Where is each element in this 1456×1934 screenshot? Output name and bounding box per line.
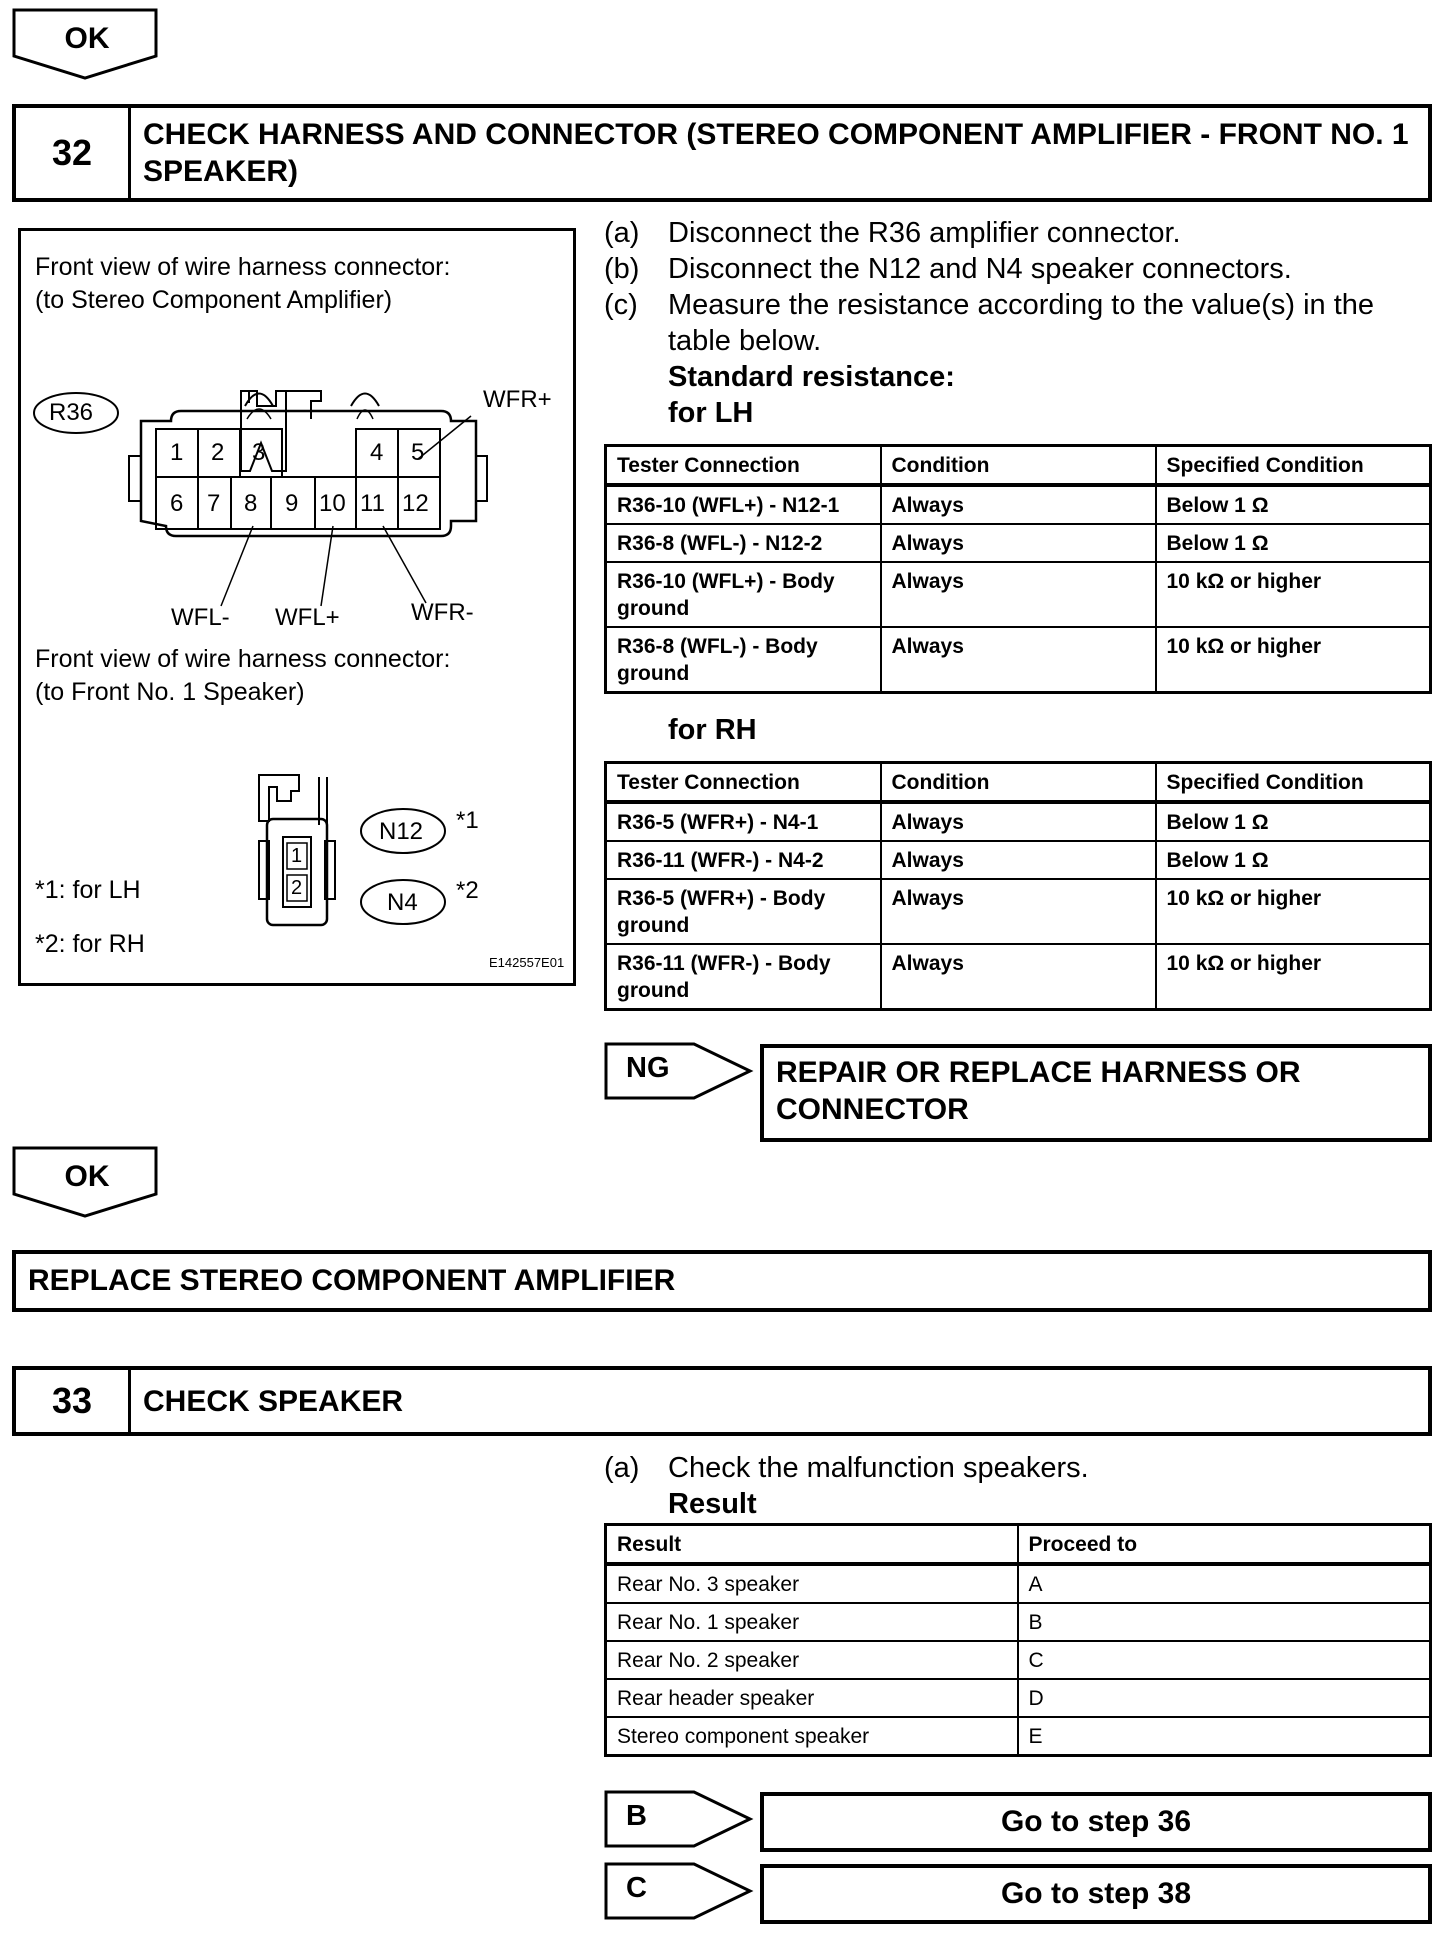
ng-action-box [760, 1044, 1432, 1142]
pin-label: 5 [411, 439, 425, 466]
table-cell: Always [881, 802, 1156, 841]
pin-label: 11 [360, 490, 385, 517]
for-rh-heading: for RH [668, 714, 757, 746]
table-cell: C [1018, 1641, 1431, 1679]
instruction-label: (b) [604, 253, 640, 285]
table-row [606, 1641, 1431, 1679]
table-header: Condition [881, 446, 1156, 486]
ng-action-text: REPAIR OR REPLACE HARNESS OR CONNECTOR [776, 1056, 1301, 1126]
pin-label: 10 [319, 490, 346, 517]
footnote-mark-1: *1 [456, 807, 479, 834]
table-cell: E [1018, 1717, 1431, 1756]
table-cell: B [1018, 1603, 1431, 1641]
instruction-text: Disconnect the R36 amplifier connector. [668, 217, 1181, 249]
speaker-result-table [604, 1523, 1432, 1757]
branch-c-action-box [760, 1864, 1432, 1924]
pin-label: 7 [207, 490, 221, 517]
table-row [606, 841, 1431, 879]
table-row [606, 1603, 1431, 1641]
instruction-label: (a) [604, 1452, 640, 1484]
instruction-text: Check the malfunction speakers. [668, 1452, 1089, 1484]
table-cell: D [1018, 1679, 1431, 1717]
table-cell: 10 kΩ or higher [1156, 879, 1431, 944]
table-header: Proceed to [1018, 1525, 1431, 1565]
table-row [606, 944, 1431, 1010]
table-row [606, 562, 1431, 627]
table-cell: Always [881, 627, 1156, 693]
footnote-mark-2: *2 [456, 877, 479, 904]
wire-label-wfr-plus: WFR+ [483, 386, 552, 413]
caption-line: (to Stereo Component Amplifier) [35, 286, 393, 314]
table-cell: R36-5 (WFR+) - Body ground [606, 879, 881, 944]
table-cell: 10 kΩ or higher [1156, 562, 1431, 627]
footnote-lh: *1: for LH [35, 876, 141, 904]
table-row [606, 524, 1431, 562]
table-cell: Always [881, 485, 1156, 524]
pin-label: 4 [370, 439, 384, 466]
standard-resistance-heading: Standard resistance: [668, 361, 955, 393]
instruction-label: (c) [604, 289, 638, 321]
connector-figure [18, 228, 576, 986]
ok-tag-top [12, 8, 162, 80]
rh-resistance-table [604, 761, 1432, 1011]
wfl-plus-leader [321, 526, 333, 606]
connector-label-n4: N4 [387, 889, 418, 916]
table-row [606, 1564, 1431, 1603]
ng-label: NG [626, 1052, 670, 1084]
pin-label: 1 [170, 439, 184, 466]
table-cell: Rear header speaker [606, 1679, 1018, 1717]
branch-action-text: Go to step 36 [1000, 1805, 1192, 1838]
replace-amplifier-box [12, 1250, 1432, 1312]
step-title: CHECK HARNESS AND CONNECTOR (STEREO COMPONENT AMPLIFIER - FRONT NO. 1 SPEAKER) [143, 118, 1409, 188]
table-cell: 10 kΩ or higher [1156, 944, 1431, 1010]
wfr-minus-leader [383, 526, 426, 603]
step-title: CHECK SPEAKER [143, 1384, 404, 1418]
footnote-rh: *2: for RH [35, 930, 145, 958]
branch-action-text: Go to step 38 [1000, 1877, 1192, 1910]
speaker-pin-label: 1 [291, 845, 303, 867]
table-cell: Always [881, 841, 1156, 879]
table-cell: R36-8 (WFL-) - N12-2 [606, 524, 881, 562]
step-33-instructions [604, 1450, 1428, 1486]
step-32-instructions [604, 215, 1428, 359]
wfl-minus-leader [221, 526, 253, 606]
table-cell: R36-11 (WFR-) - Body ground [606, 944, 881, 1010]
table-header: Condition [881, 763, 1156, 803]
instruction-text: Measure the resistance according to the value(s) in the table below. [668, 289, 1375, 357]
step-number: 32 [16, 108, 131, 198]
table-header: Result [606, 1525, 1018, 1565]
table-cell: Always [881, 524, 1156, 562]
connector-label-r36: R36 [49, 399, 94, 426]
table-cell: R36-10 (WFL+) - N12-1 [606, 485, 881, 524]
table-cell: Rear No. 1 speaker [606, 1603, 1018, 1641]
ok-tag-middle [12, 1146, 162, 1218]
table-cell: Always [881, 879, 1156, 944]
table-header: Specified Condition [1156, 446, 1431, 486]
table-row [606, 1679, 1431, 1717]
branch-b-tag [604, 1790, 754, 1850]
instruction-row [604, 215, 1428, 251]
instruction-row [604, 287, 1428, 359]
table-cell: R36-8 (WFL-) - Body ground [606, 627, 881, 693]
connector-label-n12: N12 [379, 818, 424, 845]
table-cell: Always [881, 562, 1156, 627]
table-cell: Below 1 Ω [1156, 802, 1431, 841]
table-cell: Rear No. 2 speaker [606, 1641, 1018, 1679]
table-cell: R36-10 (WFL+) - Body ground [606, 562, 881, 627]
table-cell: Below 1 Ω [1156, 485, 1431, 524]
instruction-label: (a) [604, 217, 640, 249]
step-number: 33 [16, 1370, 131, 1432]
step-33-header [12, 1366, 1432, 1436]
table-header: Specified Condition [1156, 763, 1431, 803]
table-header-row [606, 1525, 1431, 1565]
table-cell: Always [881, 944, 1156, 1010]
speaker-pin-label: 2 [291, 877, 303, 899]
branch-label: B [626, 1800, 647, 1832]
wfr-plus-leader [418, 416, 471, 459]
pin-label: 2 [211, 439, 225, 466]
pin-label: 8 [244, 490, 258, 517]
instruction-row [604, 251, 1428, 287]
instruction-text: Disconnect the N12 and N4 speaker connectors. [668, 253, 1292, 285]
result-heading: Result [668, 1488, 757, 1520]
table-header: Tester Connection [606, 763, 881, 803]
branch-c-tag [604, 1862, 754, 1922]
for-lh-heading: for LH [668, 397, 754, 429]
pin-label: 9 [285, 490, 299, 517]
pin-label: 3 [252, 439, 266, 466]
table-header-row [606, 446, 1431, 486]
table-header: Tester Connection [606, 446, 881, 486]
table-cell: Below 1 Ω [1156, 841, 1431, 879]
table-cell: Stereo component speaker [606, 1717, 1018, 1756]
wire-label-wfr-minus: WFR- [411, 599, 474, 626]
figure-caption-speaker [35, 643, 450, 709]
replace-amplifier-text: REPLACE STEREO COMPONENT AMPLIFIER [28, 1264, 676, 1297]
ng-branch-tag [604, 1042, 754, 1102]
table-row [606, 627, 1431, 693]
table-row [606, 1717, 1431, 1756]
caption-line: Front view of wire harness connector: [35, 253, 451, 281]
pin-label: 6 [170, 490, 184, 517]
table-row [606, 802, 1431, 841]
table-cell: Below 1 Ω [1156, 524, 1431, 562]
figure-id: E142557E01 [489, 955, 565, 970]
pin-label: 12 [402, 490, 429, 517]
ok-label: OK [64, 1160, 110, 1193]
table-cell: R36-11 (WFR-) - N4-2 [606, 841, 881, 879]
caption-line: (to Front No. 1 Speaker) [35, 678, 305, 706]
branch-label: C [626, 1872, 647, 1904]
table-cell: R36-5 (WFR+) - N4-1 [606, 802, 881, 841]
wire-label-wfl-plus: WFL+ [275, 604, 340, 631]
instruction-row [604, 1450, 1428, 1486]
table-row [606, 485, 1431, 524]
wire-label-wfl-minus: WFL- [171, 604, 230, 631]
lh-resistance-table [604, 444, 1432, 694]
ok-label: OK [64, 22, 110, 55]
caption-line: Front view of wire harness connector: [35, 645, 451, 673]
table-cell: A [1018, 1564, 1431, 1603]
table-cell: 10 kΩ or higher [1156, 627, 1431, 693]
table-header-row [606, 763, 1431, 803]
table-cell: Rear No. 3 speaker [606, 1564, 1018, 1603]
speaker-latch [259, 775, 299, 821]
branch-b-action-box [760, 1792, 1432, 1852]
step-32-header [12, 104, 1432, 202]
table-row [606, 879, 1431, 944]
